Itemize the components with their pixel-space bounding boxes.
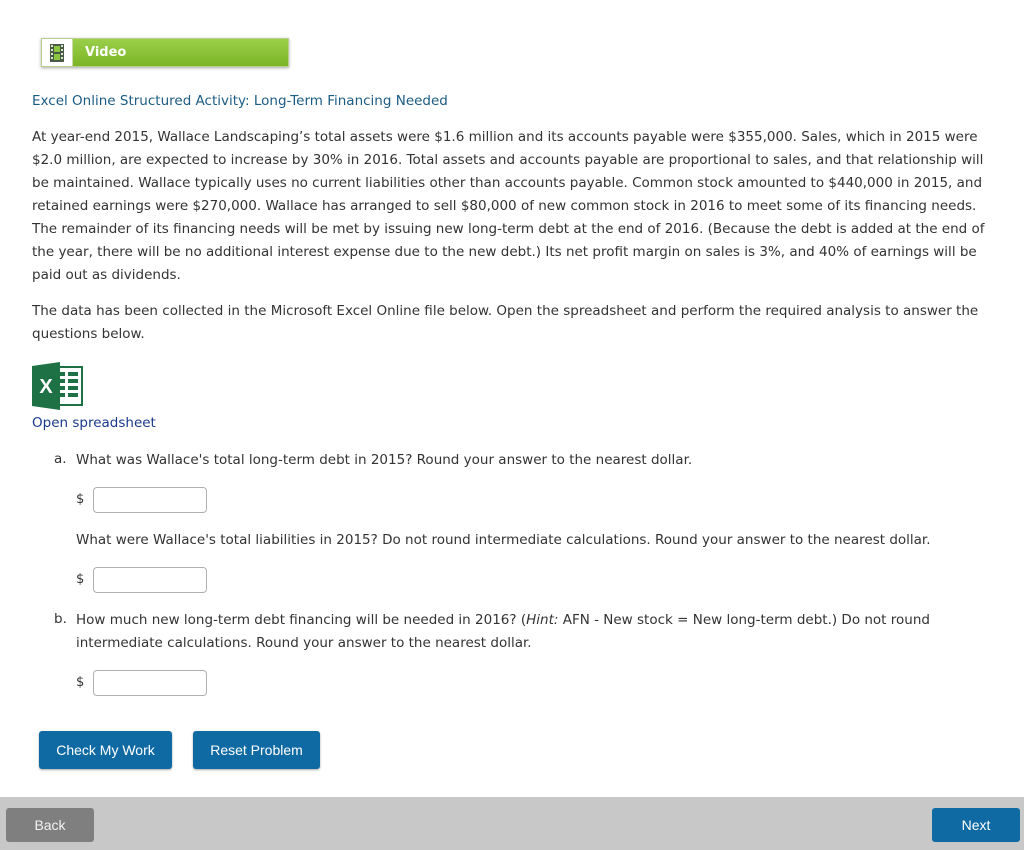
currency-symbol: $	[76, 492, 85, 507]
video-label: Video	[85, 45, 127, 60]
excel-icon[interactable]	[32, 362, 84, 410]
question-b-letter: b.	[54, 611, 67, 627]
question-b-text	[76, 609, 976, 655]
film-icon	[42, 39, 73, 66]
question-a-text-2: What were Wallace's total liabilities in 2015? Do not round intermediate calculations. Round your answer to the nearest dollar.	[76, 532, 931, 548]
activity-title: Excel Online Structured Activity: Long-Term Financing Needed	[32, 93, 448, 109]
currency-symbol: $	[76, 572, 85, 587]
hint-label: Hint:	[526, 612, 559, 628]
question-a-letter: a.	[54, 451, 67, 467]
excel-icon-letter: X	[39, 376, 53, 398]
answer-a1-input[interactable]	[93, 487, 207, 513]
open-spreadsheet-link[interactable]: Open spreadsheet	[32, 415, 156, 431]
answer-b-input[interactable]	[93, 670, 207, 696]
check-my-work-button[interactable]: Check My Work	[39, 731, 172, 769]
footer-bar	[0, 797, 1024, 850]
currency-symbol: $	[76, 675, 85, 690]
intro-paragraph: At year-end 2015, Wallace Landscaping’s total assets were $1.6 million and its accounts payable were $355,000. Sales, which in 2015 were $2.0 million, are expected to increase by 30% in 2016. Total assets and accounts payable are proportional to sales, and that relationship will be maintained. Wallace typically uses no current liabilities other than accounts payable. Common stock amounted to $440,000 in 2015, and retained earnings were $270,000. Wallace has arranged to sell $80,000 of new common stock in 2016 to meet some of its financing needs. The remainder of its financing needs will be met by issuing new long-term debt at the end of 2016. (Because the debt is added at the end of the year, there will be no additional interest expense due to the new debt.) Its net profit margin on sales is 3%, and 40% of earnings will be paid out as dividends.	[32, 129, 985, 283]
video-button[interactable]	[41, 38, 289, 67]
data-paragraph: The data has been collected in the Microsoft Excel Online file below. Open the spreadsheet and perform the required analysis to answer the questions below.	[32, 303, 979, 342]
question-b-text-end: AFN - New stock = New long-term debt.) Do not round intermediate calculations. Round your answer to the nearest dollar.	[76, 612, 930, 651]
back-button[interactable]: Back	[6, 808, 94, 842]
question-a-text: What was Wallace's total long-term debt in 2015? Round your answer to the nearest dollar.	[76, 452, 693, 468]
next-button[interactable]: Next	[932, 808, 1020, 842]
reset-problem-button[interactable]: Reset Problem	[193, 731, 320, 769]
answer-a2-input[interactable]	[93, 567, 207, 593]
question-b-text-start: How much new long-term debt financing will be needed in 2016? (	[76, 612, 527, 628]
